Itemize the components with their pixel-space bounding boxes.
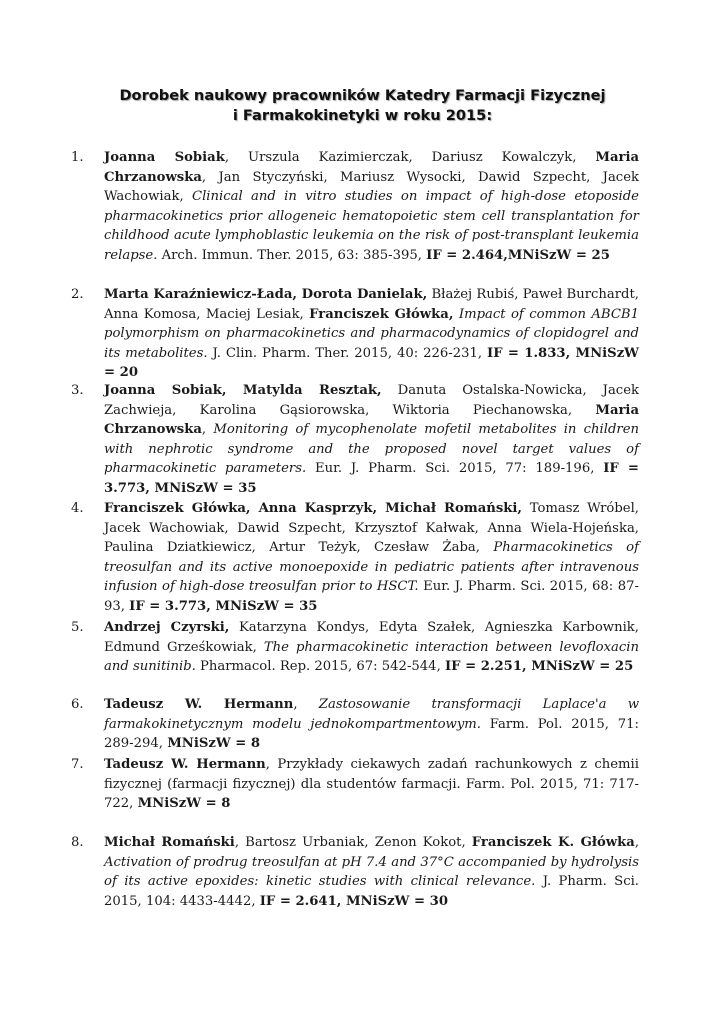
journal-source: Farm. Pol. 2015, 71: 717-722,	[104, 776, 639, 811]
publication-item	[71, 381, 639, 498]
publication-number: 4.	[71, 501, 84, 516]
authors-plain: , Bartosz Urbaniak, Zenon Kokot,	[234, 835, 472, 850]
publication-number: 1.	[71, 150, 84, 165]
authors-bold: Franciszek Główka,	[309, 306, 454, 322]
article-title: Zastosowanie transformacji Laplace'a w farmakokinetycznym modelu jednokompartmentowym.	[104, 697, 639, 732]
impact-metrics: IF = 1.833, MNiSzW = 20	[104, 345, 639, 380]
publication-item	[71, 285, 639, 383]
publication-text	[104, 755, 639, 814]
authors-plain: ,	[201, 422, 214, 437]
authors-bold: Marta Karaźniewicz-Łada, Dorota Danielak,	[104, 287, 428, 302]
authors-plain: Danuta Ostalska-Nowicka, Jacek Zachwieja, Karolina Gąsiorowska, Wiktoria Piechanowska,	[104, 383, 639, 418]
journal-source: Pharmacol. Rep. 2015, 67: 542-544,	[195, 659, 445, 674]
publication-number: 7.	[71, 757, 84, 772]
publication-text	[104, 285, 639, 383]
article-title: Clinical and in vitro studies on impact of high-dose etoposide pharmacokinetics prior allogeneic hematopoietic stem cell transplantation for childhood acute lymphoblastic leukemia on the risk of post-transplant leukemia relapse.	[104, 189, 639, 263]
title-line-1: Dorobek naukowy pracowników Katedry Farmacji Fizycznej	[119, 87, 606, 104]
authors-plain: Błażej Rubiś, Paweł Burchardt, Anna Komosa, Maciej Lesiak,	[104, 287, 639, 322]
publication-item	[71, 833, 639, 911]
impact-metrics: IF = 3.773, MNiSzW = 35	[104, 461, 639, 496]
authors-bold: Joanna Sobiak, Matylda Resztak,	[104, 383, 382, 398]
article-title: Monitoring of mycophenolate mofetil metabolites in children with nephrotic syndrome and the proposed novel target values of pharmacokinetic parameters.	[104, 422, 639, 476]
impact-metrics: IF = 2.641, MNiSzW = 30	[259, 893, 449, 909]
publication-number: 5.	[71, 620, 84, 635]
impact-metrics: MNiSzW = 8	[167, 736, 261, 751]
authors-bold: Joanna Sobiak	[104, 150, 225, 165]
publication-item	[71, 148, 639, 265]
authors-plain: Katarzyna Kondys, Edyta Szałek, Agnieszka Karbownik, Edmund Grześkowiak,	[104, 620, 639, 655]
article-title: Pharmacokinetics of treosulfan and its active monoepoxide in pediatric patients after intravenous infusion of high-dose treosulfan prior to HSCT.	[104, 540, 639, 594]
article-title: Activation of prodrug treosulfan at pH 7.4 and 37°C accompanied by hydrolysis of its active epoxides: kinetic studies with clinical relevance.	[104, 854, 639, 889]
impact-metrics: MNiSzW = 8	[137, 796, 231, 811]
journal-source: J. Pharm. Sci. 2015, 104: 4433-4442,	[104, 874, 639, 909]
publication-item	[71, 618, 639, 677]
authors-bold: Maria Chrzanowska	[104, 402, 639, 437]
publication-text	[104, 833, 639, 911]
authors-bold: Andrzej Czyrski,	[104, 620, 230, 635]
impact-metrics: IF = 2.464,MNiSzW = 25	[426, 247, 610, 263]
journal-source: Arch. Immun. Ther. 2015, 63: 385-395,	[157, 247, 427, 263]
publication-item	[71, 695, 639, 754]
title-line-2: i Farmakokinetyki w roku 2015:	[232, 107, 493, 124]
authors-plain: ,	[634, 835, 640, 850]
page-title	[60, 86, 665, 126]
publication-number: 8.	[71, 835, 84, 850]
authors-plain: , Urszula Kazimierczak, Dariusz Kowalczyk,	[224, 150, 596, 165]
publication-text	[104, 499, 639, 616]
publication-number: 2.	[71, 287, 84, 302]
publication-number: 6.	[71, 697, 84, 712]
impact-metrics: IF = 3.773, MNiSzW = 35	[129, 598, 318, 614]
publication-number: 3.	[71, 383, 84, 398]
impact-metrics: IF = 2.251, MNiSzW = 25	[444, 659, 634, 674]
journal-source: J. Clin. Pharm. Ther. 2015, 40: 226-231,	[207, 345, 488, 361]
authors-bold: Maria Chrzanowska	[104, 150, 640, 185]
publication-text	[104, 618, 639, 677]
authors-plain: ,	[293, 697, 319, 712]
publication-item	[71, 755, 639, 814]
publication-item	[71, 499, 639, 616]
journal-source: Eur. J. Pharm. Sci. 2015, 68: 87-93,	[104, 579, 639, 614]
publication-text	[104, 148, 639, 265]
journal-source: Eur. J. Pharm. Sci. 2015, 77: 189-196,	[306, 461, 604, 476]
authors-plain: , Jan Styczyński, Mariusz Wysocki, Dawid Szpecht, Jacek Wachowiak,	[104, 169, 639, 204]
authors-bold: Tadeusz W. Hermann	[104, 697, 294, 712]
authors-plain: , Przykłady ciekawych zadań rachunkowych z chemii fizycznej (farmacji fizycznej) dla studentów farmacji.	[104, 757, 639, 792]
article-title: Impact of common ABCB1 polymorphism on pharmacokinetics and pharmacodynamics of clopidogrel and its metabolites.	[104, 306, 640, 361]
authors-bold: Michał Romański	[104, 835, 235, 850]
journal-source: Farm. Pol. 2015, 71: 289-294,	[104, 716, 639, 751]
authors-bold: Tadeusz W. Hermann	[104, 757, 266, 772]
authors-bold: Franciszek K. Główka	[471, 835, 635, 850]
article-title: The pharmacokinetic interaction between levofloxacin and sunitinib.	[104, 639, 639, 674]
authors-bold: Franciszek Główka, Anna Kasprzyk, Michał Romański,	[104, 501, 523, 516]
publication-text	[104, 381, 639, 498]
authors-plain: Tomasz Wróbel, Jacek Wachowiak, Dawid Szpecht, Krzysztof Kałwak, Anna Wiela-Hojeńska, Paulina Dziatkiewicz, Artur Teżyk, Czesław Żaba,	[104, 501, 640, 555]
publication-text	[104, 695, 639, 754]
